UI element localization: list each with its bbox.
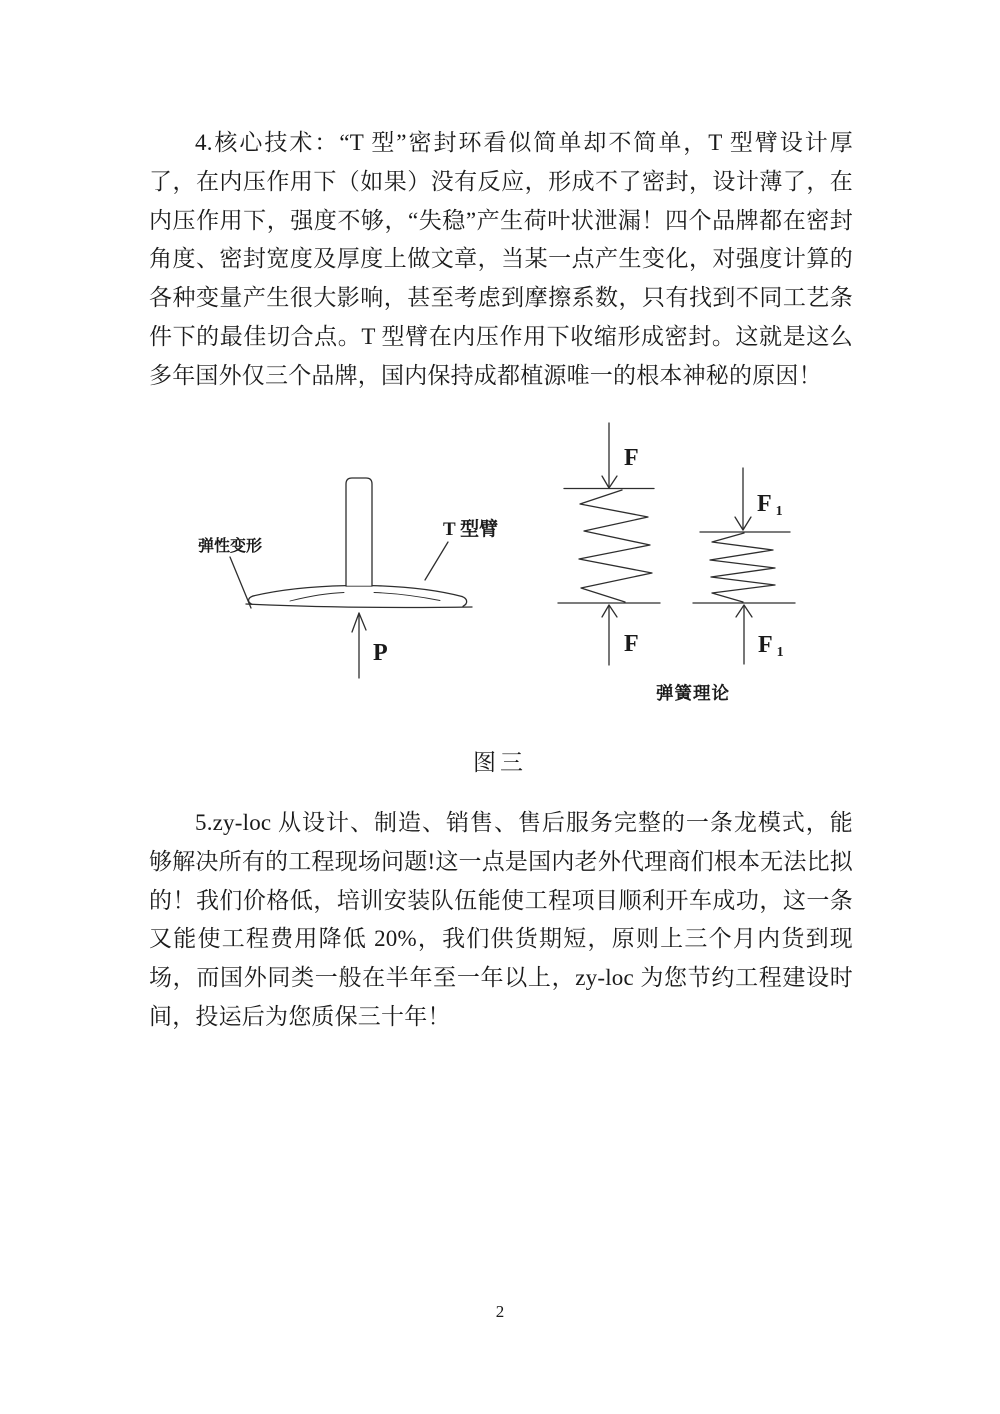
pressure-arrow: [352, 613, 366, 678]
t-flange-inner-arc-right: [374, 593, 440, 601]
spring-diagram-uncompressed: [558, 423, 660, 665]
t-arm-leader-line: [425, 542, 448, 580]
t-flange-top-right-edge: [372, 586, 462, 597]
force1-arrow-top: [735, 468, 751, 530]
elastic-deformation-label: 弹性变形: [198, 538, 263, 555]
force-label-top: F: [624, 445, 639, 471]
spring-diagram-compressed: [693, 468, 795, 664]
paragraph-core-technology: 4.核心技术：“T 型”密封环看似简单却不简单，T 型臂设计厚了，在内压作用下（如果）没有反应，形成不了密封，设计薄了，在内压作用下，强度不够，“失稳”产生荷叶状泄漏！四个品牌都在密封角度、密封宽度及厚度上做文章，当某一点产生变化，对强度计算的各种变量产生很大影响，甚至考虑到摩擦系数，只有找到不同工艺条件下的最佳切合点。T 型臂在内压作用下收缩形成密封。这就是这么多年国外仅三个品牌，国内保持成都植源唯一的根本神秘的原因！: [149, 130, 853, 388]
t-flange-right-tip: [462, 597, 467, 607]
t-stem-shape: [346, 478, 372, 586]
force1-label-bottom: F 1: [758, 632, 784, 660]
figure-caption: 图三: [473, 750, 527, 775]
paragraph-zyloc-service: 5.zy-loc 从设计、制造、销售、售后服务完整的一条龙模式，能够解决所有的工程现场问题!这一点是国内老外代理商们根本无法比拟的！我们价格低，培训安装队伍能使工程项目顺利开车成功，这一条又能使工程费用降低 20%，我们供货期短，原则上三个月内货到现场，而国外同类一般在半年至一年以上，zy-loc 为您节约工程建设时间，投运后为您质保三十年！: [149, 810, 853, 1029]
pressure-label: P: [373, 640, 388, 666]
force1-arrow-bottom: [736, 605, 752, 664]
t-seal-diagram: [198, 478, 498, 678]
spring-zigzag: [579, 490, 652, 602]
figure-3-diagram: [140, 408, 880, 718]
force1-label-top: F 1: [757, 491, 783, 519]
t-arm-label: T 型臂: [443, 519, 499, 540]
spring-zigzag: [710, 533, 775, 602]
force-label-bottom: F: [624, 631, 639, 657]
t-flange-inner-arc-left: [290, 593, 344, 602]
force-arrow-top: [602, 423, 617, 488]
elastic-deformation-leader-line: [230, 557, 251, 608]
page-number: 2: [495, 1302, 505, 1321]
spring-theory-label: 弹簧理论: [656, 683, 730, 703]
force-arrow-bottom: [602, 605, 617, 665]
t-flange-top-left-edge: [253, 586, 346, 596]
t-flange-bottom-line: [246, 604, 472, 607]
